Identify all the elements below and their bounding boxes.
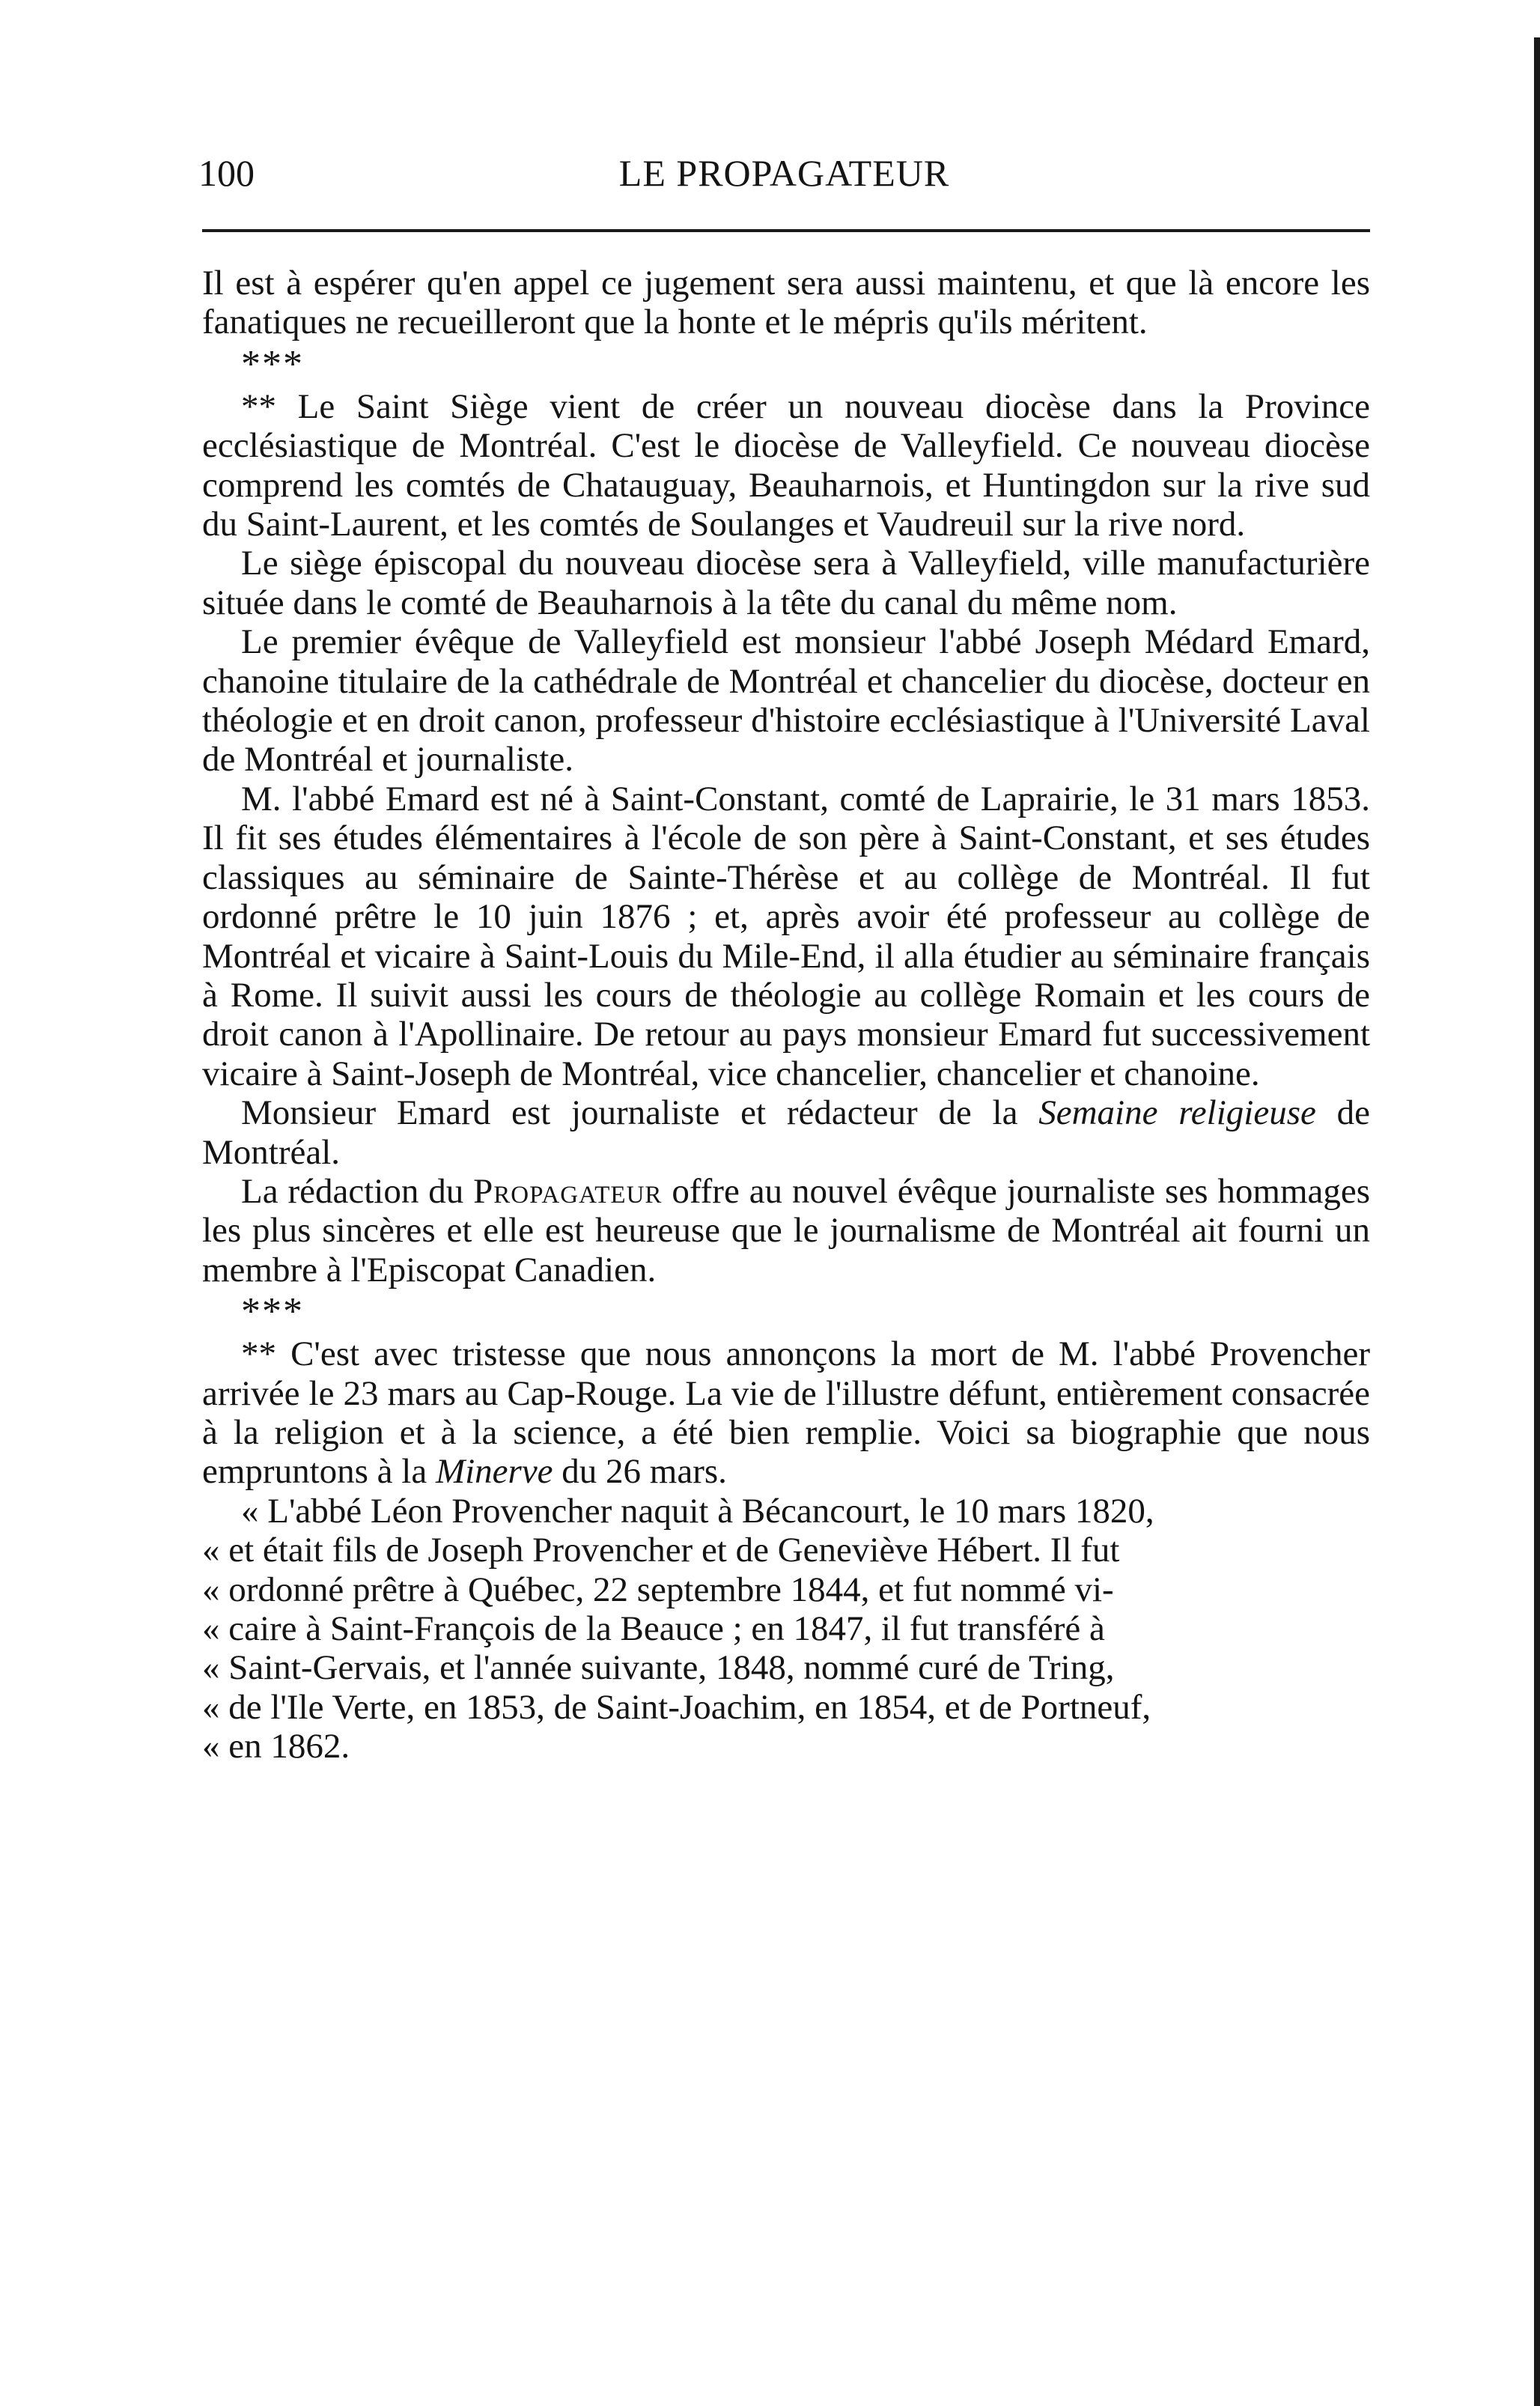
provencher-intro-end: du 26 mars. bbox=[553, 1452, 727, 1492]
journalist-text-end: de Montréal. bbox=[202, 1093, 1370, 1172]
semaine-religieuse-title: Semaine religieuse bbox=[1038, 1093, 1316, 1133]
quote-line: « Saint-Gervais, et l'année suivante, 1848, nommé curé de Tring, bbox=[202, 1648, 1115, 1688]
provencher-biography-quote bbox=[202, 1492, 1370, 1766]
body-text bbox=[202, 264, 1370, 1766]
quote-line: « caire à Saint-François de la Beauce ; en 1847, il fut transféré à bbox=[202, 1609, 1105, 1648]
quote-line: « de l'Ile Verte, en 1853, de Saint-Joachim, en 1854, et de Portneuf, bbox=[202, 1687, 1151, 1727]
running-title: LE PROPAGATEUR bbox=[618, 152, 950, 194]
redaction-text-end: offre au nouvel évêque journaliste ses hommages les plus sincères et elle est heureuse que le journalisme de Montréal ait fourni un membre à l'Episcopat Canadien. bbox=[202, 1171, 1371, 1289]
page-edge-shadow bbox=[1534, 37, 1540, 2406]
paragraph-judgement: Il est à espérer qu'en appel ce jugement sera aussi maintenu, et que là encore les fanatiques ne recueilleront que la honte et le mépris qu'ils méritent. bbox=[202, 264, 1370, 342]
paragraph-redaction bbox=[202, 1172, 1370, 1289]
paragraph-emard-journalist bbox=[202, 1093, 1370, 1172]
asterism-separator: *** bbox=[241, 342, 304, 386]
page-header bbox=[198, 147, 1370, 199]
paragraph-episcopal-seat: Le siège épiscopal du nouveau diocèse sera à Valleyfield, ville manufacturière située dans le comté de Beauharnois à la tête du canal du même nom. bbox=[202, 544, 1370, 622]
paragraph-emard-biography: M. l'abbé Emard est né à Saint-Constant, comté de Laprairie, le 31 mars 1853. Il fit ses études élémentaires à l'école de son père à Saint-Constant, et ses études classiques au séminaire de Sainte-Thérèse et au collège de Montréal. Il fut ordonné prêtre le 10 juin 1876 ; et, après avoir été professeur au collège de Montréal et vicaire à Saint-Louis du Mile-End, il alla étudier au séminaire français à Rome. Il suivit aussi les cours de théologie au collège Romain et les cours de droit canon à l'Apollinaire. De retour au pays monsieur Emard fut successivement vicaire à Saint-Joseph de Montréal, vice chancelier, chancelier et chanoine. bbox=[202, 779, 1370, 1093]
paragraph-diocese-news: ** Le Saint Siège vient de créer un nouveau diocèse dans la Province ecclésiastique de Montréal. C'est le diocèse de Valleyfield. Ce nouveau diocèse comprend les comtés de Chatauguay, Beauharnois, et Huntingdon sur la rive sud du Saint-Laurent, et les comtés de Soulanges et Vaudreuil sur la rive nord. bbox=[202, 386, 1370, 544]
header-rule bbox=[202, 229, 1370, 232]
redaction-text-start: La rédaction du bbox=[241, 1171, 474, 1211]
propagateur-name: Propagateur bbox=[473, 1171, 663, 1211]
paragraph-provencher-death bbox=[202, 1334, 1370, 1492]
minerve-title: Minerve bbox=[435, 1452, 553, 1492]
asterism-separator: *** bbox=[241, 1290, 304, 1334]
quote-line: « L'abbé Léon Provencher naquit à Bécancourt, le 10 mars 1820, bbox=[241, 1491, 1154, 1531]
page-number: 100 bbox=[198, 152, 255, 194]
quote-line: « et était fils de Joseph Provencher et de Geneviève Hébert. Il fut bbox=[202, 1531, 1120, 1570]
quote-line: « ordonné prêtre à Québec, 22 septembre 1844, et fut nommé vi- bbox=[202, 1570, 1114, 1609]
quote-line: « en 1862. bbox=[202, 1727, 350, 1766]
paragraph-first-bishop: Le premier évêque de Valleyfield est monsieur l'abbé Joseph Médard Emard, chanoine titulaire de la cathédrale de Montréal et chancelier du diocèse, docteur en théologie et en droit canon, professeur d'histoire ecclésiastique à l'Université Laval de Montréal et journaliste. bbox=[202, 622, 1370, 780]
journalist-text-start: Monsieur Emard est journaliste et rédacteur de la bbox=[241, 1093, 1039, 1133]
provencher-intro-start: ** C'est avec tristesse que nous annonçons la mort de M. l'abbé Provencher arrivée le 23 mars au Cap-Rouge. La vie de l'illustre défunt, entièrement consacrée à la religion et à la science, a été bien remplie. Voici sa biographie que nous empruntons à la bbox=[202, 1334, 1370, 1492]
